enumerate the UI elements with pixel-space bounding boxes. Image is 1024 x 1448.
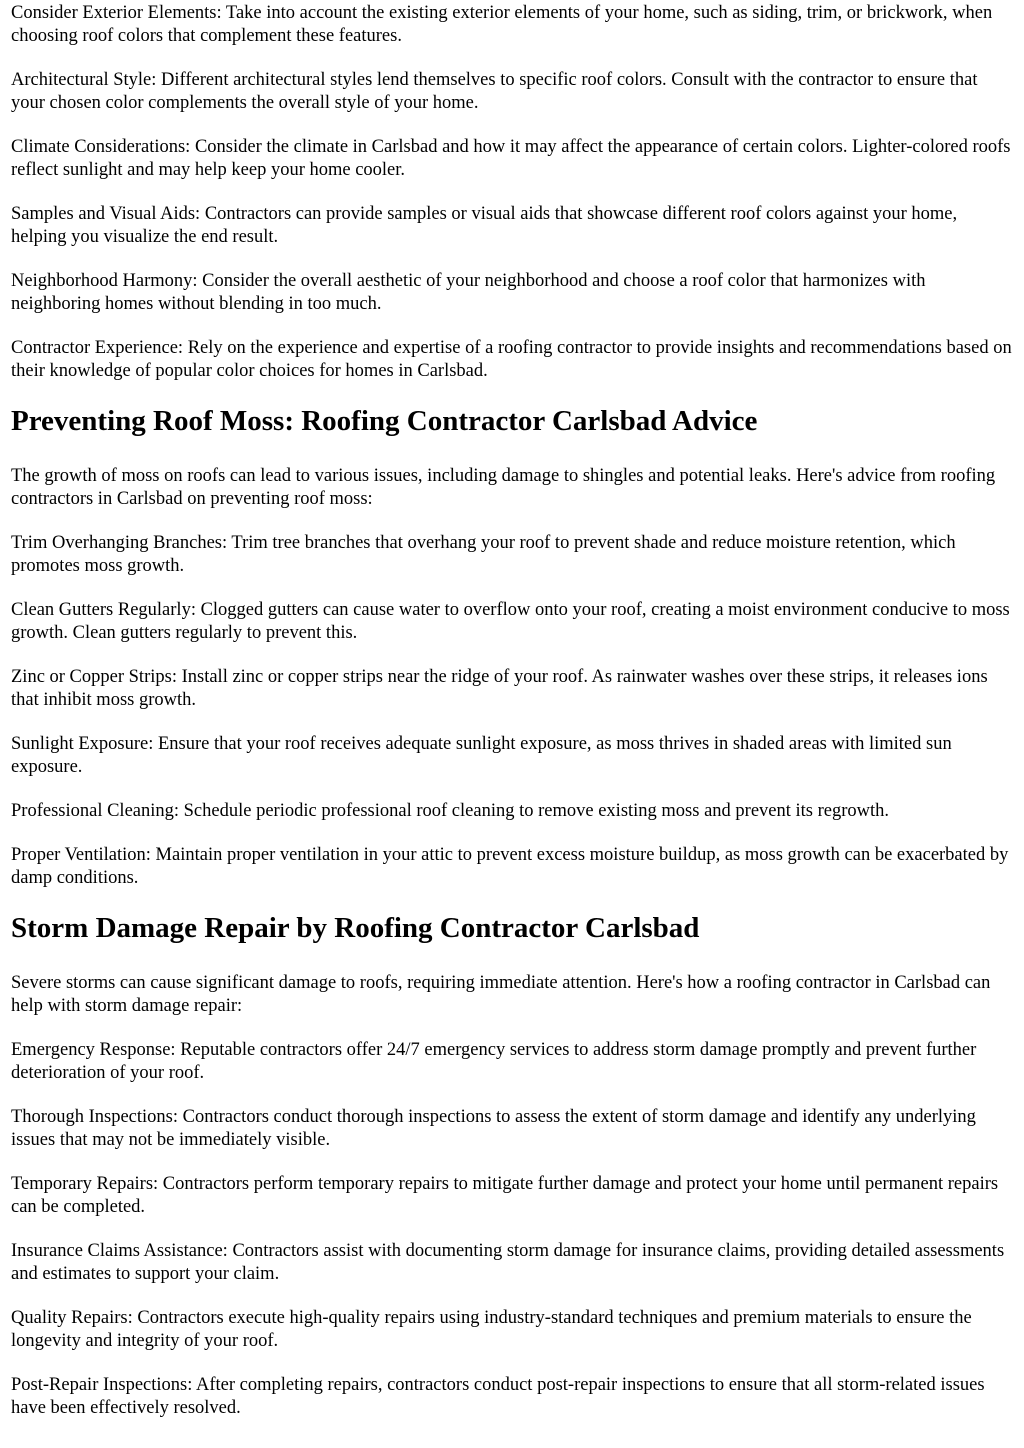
paragraph-temporary-repairs: Temporary Repairs: Contractors perform temporary repairs to mitigate further damage and protect your home until permanent repairs can be completed.: [11, 1174, 999, 1217]
article-page: [0, 2, 1024, 1420]
roof-color-section: [11, 2, 1014, 383]
paragraph-trim-branches: Trim Overhanging Branches: Trim tree branches that overhang your roof to prevent shade and reduce moisture retention, which promotes moss growth.: [11, 533, 956, 576]
paragraph-sunlight-exposure: Sunlight Exposure: Ensure that your roof receives adequate sunlight exposure, as moss thrives in shaded areas with limited sun exposure.: [11, 734, 952, 777]
paragraph-emergency-response: Emergency Response: Reputable contractors offer 24/7 emergency services to address storm damage promptly and prevent further deterioration of your roof.: [11, 1040, 977, 1083]
paragraph-post-repair-inspections: Post-Repair Inspections: After completing repairs, contractors conduct post-repair inspections to ensure that all storm-related issues have been effectively resolved.: [11, 1375, 985, 1418]
paragraph-thorough-inspections: Thorough Inspections: Contractors conduct thorough inspections to assess the extent of storm damage and identify any underlying issues that may not be immediately visible.: [11, 1107, 976, 1150]
roof-moss-heading: Preventing Roof Moss: Roofing Contractor Carlsbad Advice: [11, 405, 758, 437]
paragraph-neighborhood-harmony: Neighborhood Harmony: Consider the overall aesthetic of your neighborhood and choose a roof color that harmonizes with neighboring homes without blending in too much.: [11, 271, 926, 314]
paragraph-samples-visual-aids: Samples and Visual Aids: Contractors can provide samples or visual aids that showcase different roof colors against your home, helping you visualize the end result.: [11, 204, 958, 247]
paragraph-contractor-experience: Contractor Experience: Rely on the experience and expertise of a roofing contractor to provide insights and recommendations based on their knowledge of popular color choices for homes in Carlsbad.: [11, 338, 1012, 381]
paragraph-insurance-claims: Insurance Claims Assistance: Contractors assist with documenting storm damage for insurance claims, providing detailed assessments and estimates to support your claim.: [11, 1241, 1005, 1284]
paragraph-clean-gutters: Clean Gutters Regularly: Clogged gutters can cause water to overflow onto your roof, creating a moist environment conducive to moss growth. Clean gutters regularly to prevent this.: [11, 600, 1010, 643]
paragraph-professional-cleaning: Professional Cleaning: Schedule periodic professional roof cleaning to remove existing moss and prevent its regrowth.: [11, 801, 890, 821]
paragraph-storm-intro: Severe storms can cause significant damage to roofs, requiring immediate attention. Here's how a roofing contractor in Carlsbad can help with storm damage repair:: [11, 973, 991, 1016]
paragraph-exterior-elements: Consider Exterior Elements: Take into account the existing exterior elements of your home, such as siding, trim, or brickwork, when choosing roof colors that complement these features.: [11, 3, 993, 46]
paragraph-proper-ventilation: Proper Ventilation: Maintain proper ventilation in your attic to prevent excess moisture buildup, as moss growth can be exacerbated by damp conditions.: [11, 845, 1009, 888]
storm-damage-heading: Storm Damage Repair by Roofing Contractor Carlsbad: [11, 912, 700, 944]
paragraph-climate-considerations: Climate Considerations: Consider the climate in Carlsbad and how it may affect the appearance of certain colors. Lighter-colored roofs reflect sunlight and may help keep your home cooler.: [11, 137, 1011, 180]
roof-moss-section: [11, 404, 1014, 890]
paragraph-architectural-style: Architectural Style: Different architectural styles lend themselves to specific roof colors. Consult with the contractor to ensure that your chosen color complements the overall style of your home.: [11, 70, 978, 113]
storm-damage-section: [11, 911, 1014, 1420]
paragraph-zinc-copper-strips: Zinc or Copper Strips: Install zinc or copper strips near the ridge of your roof. As rainwater washes over these strips, it releases ions that inhibit moss growth.: [11, 667, 988, 710]
paragraph-moss-intro: The growth of moss on roofs can lead to various issues, including damage to shingles and potential leaks. Here's advice from roofing contractors in Carlsbad on preventing roof moss:: [11, 466, 996, 509]
paragraph-quality-repairs: Quality Repairs: Contractors execute high-quality repairs using industry-standard techniques and premium materials to ensure the longevity and integrity of your roof.: [11, 1308, 972, 1351]
